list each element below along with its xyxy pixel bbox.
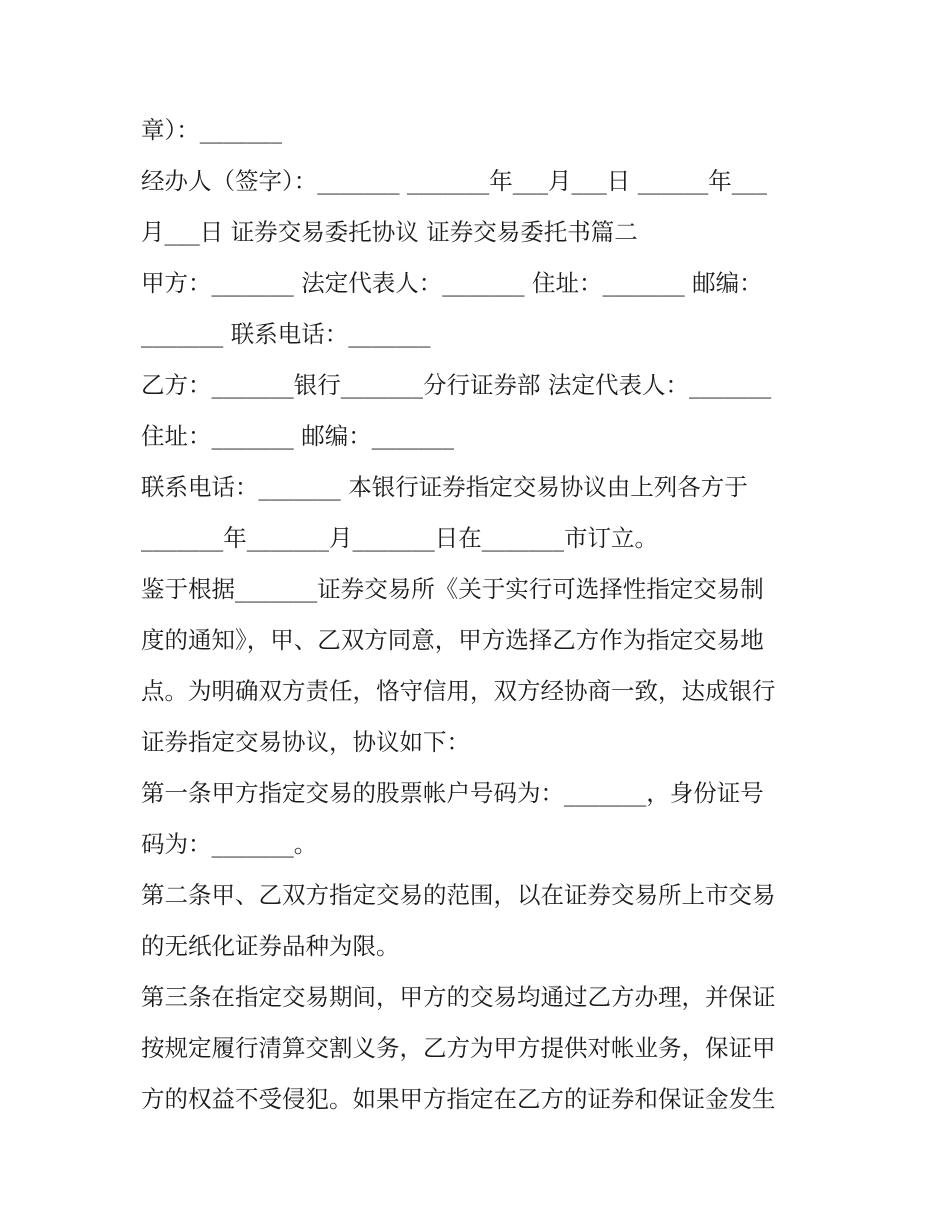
text-line: 乙方：_______银行_______分行证券部 法定代表人：_______ [141, 371, 772, 399]
text-line: _______年_______月_______日在_______市订立。 [141, 524, 658, 552]
text-line: 第三条在指定交易期间，甲方的交易均通过乙方办理，并保证 [141, 983, 776, 1011]
text-line: 第二条甲、乙双方指定交易的范围，以在证券交易所上市交易 [141, 881, 776, 909]
text-line: 鉴于根据_______证券交易所《关于实行可选择性指定交易制 [141, 575, 764, 603]
text-line: 码为：_______。 [141, 830, 318, 858]
text-line: 第一条甲方指定交易的股票帐户号码为：_______，身份证号 [141, 779, 764, 807]
text-line: 证券指定交易协议，协议如下： [141, 728, 470, 756]
text-line: 度的通知》，甲、乙双方同意，甲方选择乙方作为指定交易地 [141, 626, 764, 654]
text-line: 住址：_______ 邮编：_______ [141, 422, 454, 450]
text-line: 按规定履行清算交割义务，乙方为甲方提供对帐业务，保证甲 [141, 1034, 776, 1062]
text-line: 月___日 证券交易委托协议 证券交易委托书篇二 [141, 218, 638, 246]
text-line: _______ 联系电话：_______ [141, 320, 431, 348]
text-line: 经办人（签字）：_______ _______年___月___日 ______年___ [141, 167, 767, 195]
text-line: 联系电话：_______ 本银行证券指定交易协议由上列各方于 [141, 473, 748, 501]
text-line: 甲方：_______ 法定代表人：_______ 住址：_______ 邮编： [141, 269, 763, 297]
text-line: 方的权益不受侵犯。如果甲方指定在乙方的证券和保证金发生 [141, 1085, 776, 1113]
text-line: 点。为明确双方责任，恪守信用，双方经协商一致，达成银行 [141, 677, 776, 705]
text-line: 章）：_______ [141, 116, 282, 144]
text-line: 的无纸化证券品种为限。 [141, 932, 400, 960]
document-body [141, 105, 821, 1125]
